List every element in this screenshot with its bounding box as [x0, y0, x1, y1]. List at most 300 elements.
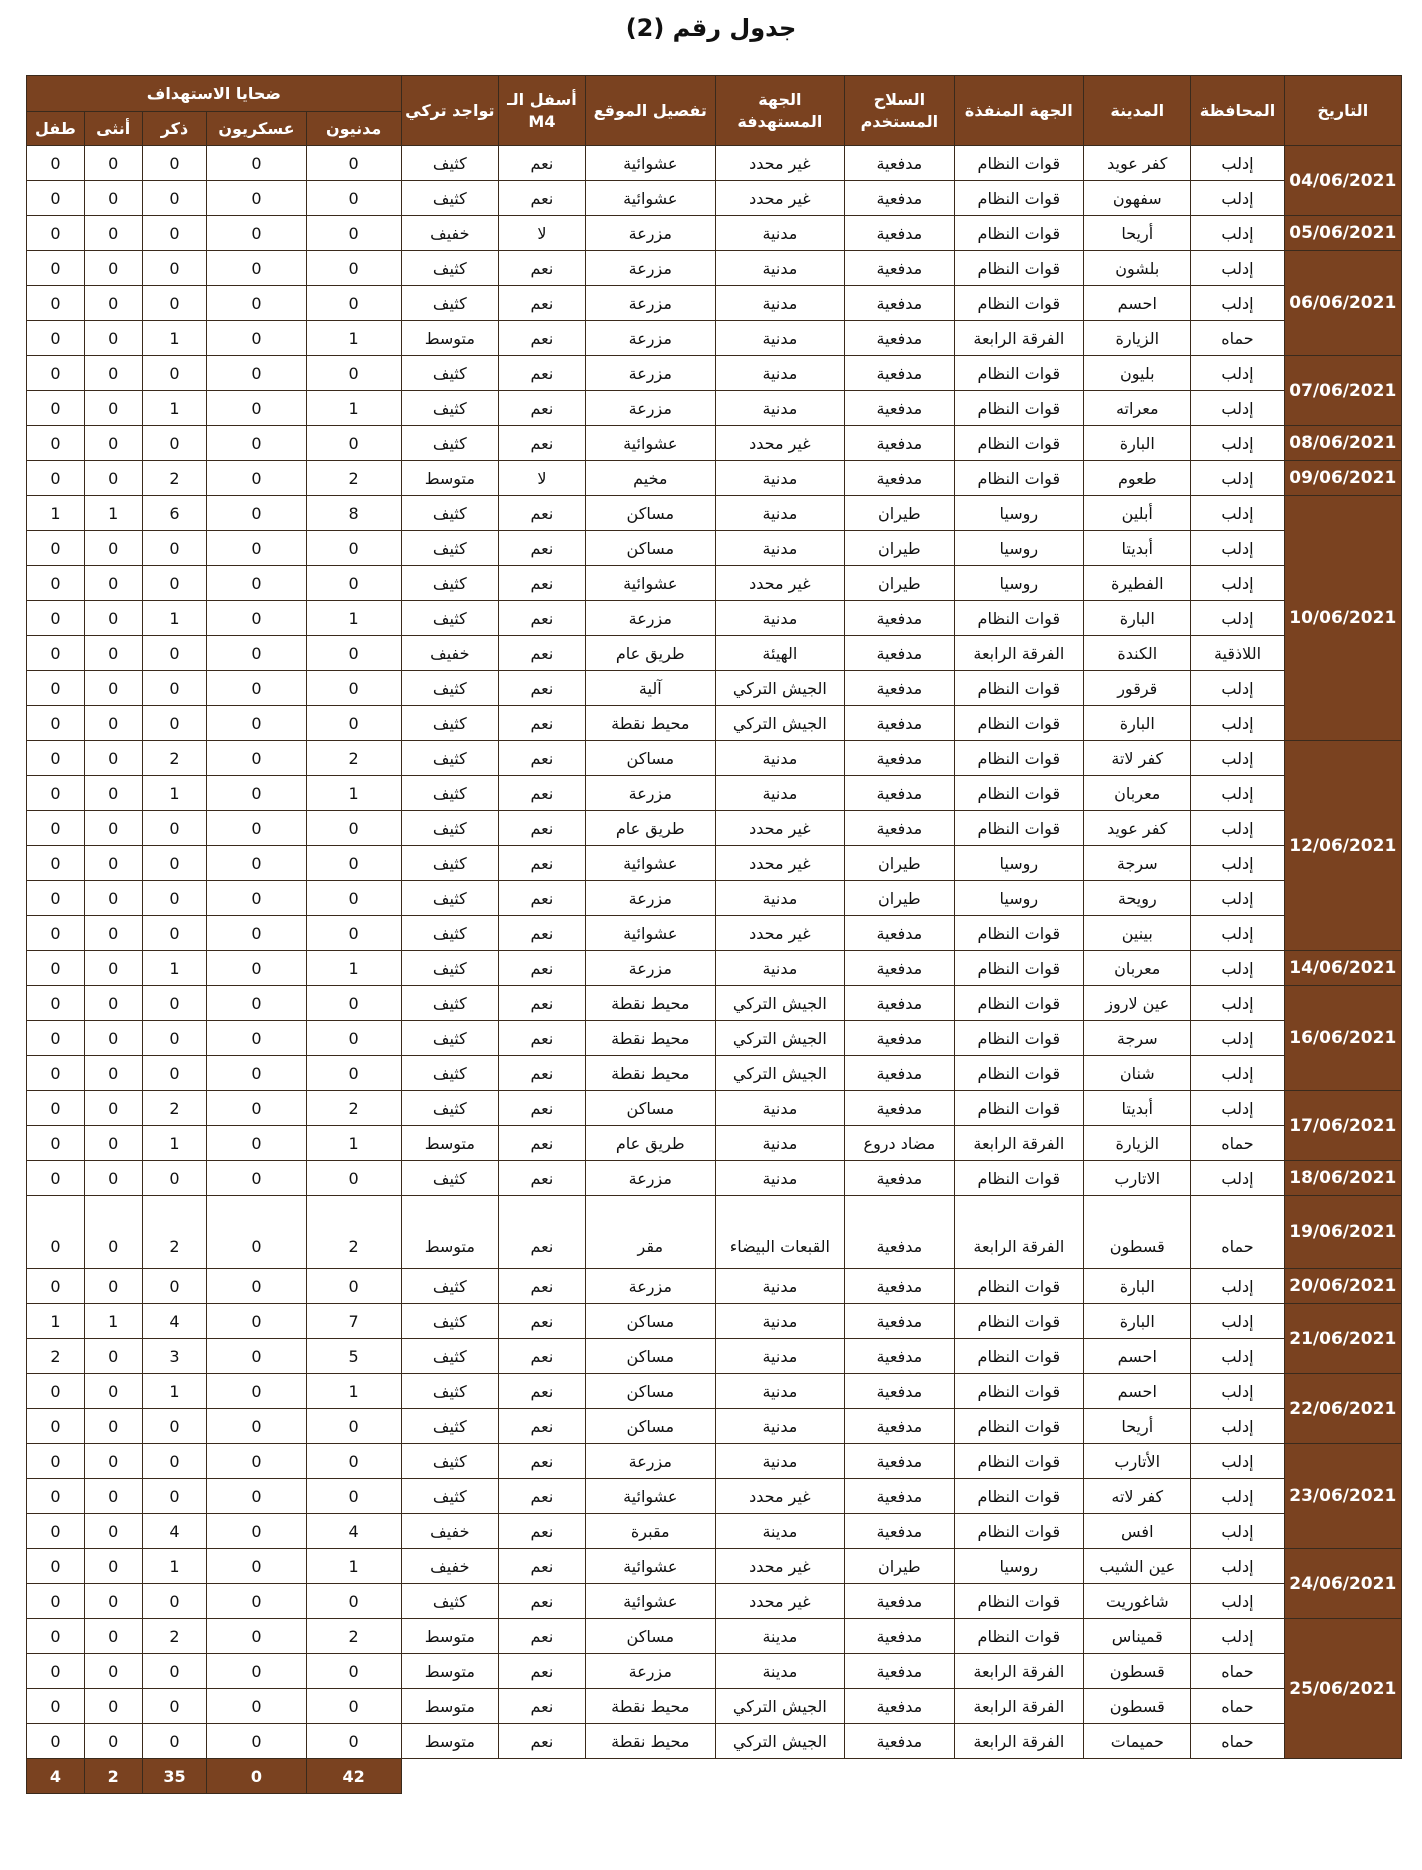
table-row	[27, 1514, 1402, 1549]
cell-child: 0	[27, 741, 85, 776]
table-row	[27, 1091, 1402, 1126]
cell-perpetrator: روسيا	[954, 846, 1084, 881]
cell-governorate: حماه	[1191, 1196, 1284, 1269]
cell-child: 0	[27, 951, 85, 986]
cell-civilians: 1	[306, 321, 401, 356]
cell-target: مدنية	[715, 1444, 845, 1479]
cell-weapon: طيران	[845, 1549, 954, 1584]
cell-male: 0	[142, 146, 207, 181]
cell-governorate: إدلب	[1191, 916, 1284, 951]
cell-child: 0	[27, 846, 85, 881]
table-row	[27, 951, 1402, 986]
cell-turkish: كثيف	[401, 1161, 498, 1196]
cell-civilians: 1	[306, 776, 401, 811]
cell-perpetrator: قوات النظام	[954, 776, 1084, 811]
cell-male: 0	[142, 1654, 207, 1689]
cell-date: 10/06/2021	[1284, 496, 1401, 741]
cell-weapon: مدفعية	[845, 671, 954, 706]
cell-female: 0	[84, 286, 142, 321]
cell-female: 0	[84, 1514, 142, 1549]
cell-military: 0	[207, 531, 306, 566]
cell-target: مدنية	[715, 1091, 845, 1126]
header-weapon: السلاح المستخدم	[845, 76, 954, 146]
cell-city: قرقور	[1084, 671, 1191, 706]
cell-target: مدنية	[715, 286, 845, 321]
cell-child: 0	[27, 1021, 85, 1056]
cell-civilians: 2	[306, 461, 401, 496]
cell-target: مدنية	[715, 251, 845, 286]
cell-governorate: إدلب	[1191, 741, 1284, 776]
table-row	[27, 811, 1402, 846]
cell-male: 1	[142, 1374, 207, 1409]
cell-turkish: كثيف	[401, 146, 498, 181]
cell-civilians: 0	[306, 1409, 401, 1444]
cell-turkish: كثيف	[401, 566, 498, 601]
cell-m4: نعم	[498, 636, 585, 671]
cell-female: 0	[84, 1654, 142, 1689]
cell-governorate: إدلب	[1191, 286, 1284, 321]
cell-female: 0	[84, 391, 142, 426]
cell-m4: نعم	[498, 916, 585, 951]
cell-target: الجيش التركي	[715, 1724, 845, 1759]
cell-site: محيط نقطة	[585, 1724, 715, 1759]
cell-site: مزرعة	[585, 951, 715, 986]
cell-site: محيط نقطة	[585, 986, 715, 1021]
cell-female: 0	[84, 1584, 142, 1619]
cell-child: 0	[27, 986, 85, 1021]
cell-target: مدنية	[715, 356, 845, 391]
cell-military: 0	[207, 741, 306, 776]
page-title: جدول رقم (2)	[625, 14, 797, 42]
cell-city: قسطون	[1084, 1654, 1191, 1689]
cell-target: غير محدد	[715, 1479, 845, 1514]
table-row	[27, 321, 1402, 356]
cell-target: مدنية	[715, 1409, 845, 1444]
cell-military: 0	[207, 1056, 306, 1091]
cell-child: 0	[27, 916, 85, 951]
cell-perpetrator: قوات النظام	[954, 1444, 1084, 1479]
cell-civilians: 8	[306, 496, 401, 531]
cell-governorate: إدلب	[1191, 216, 1284, 251]
cell-perpetrator: الفرقة الرابعة	[954, 636, 1084, 671]
cell-civilians: 0	[306, 846, 401, 881]
cell-site: مزرعة	[585, 1161, 715, 1196]
header-male: ذكر	[142, 112, 207, 146]
cell-target: غير محدد	[715, 181, 845, 216]
cell-male: 0	[142, 1269, 207, 1304]
cell-city: البارة	[1084, 426, 1191, 461]
cell-weapon: مدفعية	[845, 1056, 954, 1091]
cell-city: كفر عويد	[1084, 146, 1191, 181]
cell-governorate: إدلب	[1191, 986, 1284, 1021]
cell-target: مدنية	[715, 1374, 845, 1409]
cell-m4: نعم	[498, 986, 585, 1021]
cell-weapon: مدفعية	[845, 1269, 954, 1304]
cell-target: مدنية	[715, 601, 845, 636]
cell-site: مساكن	[585, 1091, 715, 1126]
cell-city: البارة	[1084, 706, 1191, 741]
cell-date: 21/06/2021	[1284, 1304, 1401, 1374]
cell-m4: نعم	[498, 1549, 585, 1584]
cell-perpetrator: قوات النظام	[954, 1479, 1084, 1514]
cell-weapon: مدفعية	[845, 1409, 954, 1444]
cell-child: 0	[27, 1654, 85, 1689]
cell-weapon: مدفعية	[845, 1339, 954, 1374]
table-row	[27, 216, 1402, 251]
cell-child: 0	[27, 1196, 85, 1269]
cell-female: 0	[84, 776, 142, 811]
cell-civilians: 0	[306, 671, 401, 706]
cell-perpetrator: قوات النظام	[954, 461, 1084, 496]
header-civilians: مدنيون	[306, 112, 401, 146]
cell-child: 0	[27, 636, 85, 671]
cell-weapon: مدفعية	[845, 286, 954, 321]
table-row	[27, 986, 1402, 1021]
cell-civilians: 0	[306, 1161, 401, 1196]
cell-female: 0	[84, 881, 142, 916]
cell-male: 6	[142, 496, 207, 531]
cell-civilians: 0	[306, 426, 401, 461]
cell-female: 0	[84, 1196, 142, 1269]
cell-perpetrator: قوات النظام	[954, 1584, 1084, 1619]
cell-site: مساكن	[585, 1409, 715, 1444]
cell-female: 0	[84, 1021, 142, 1056]
cell-m4: نعم	[498, 1374, 585, 1409]
cell-weapon: مدفعية	[845, 706, 954, 741]
cell-m4: نعم	[498, 146, 585, 181]
cell-m4: نعم	[498, 251, 585, 286]
cell-city: الكندة	[1084, 636, 1191, 671]
cell-perpetrator: روسيا	[954, 531, 1084, 566]
table-row	[27, 1654, 1402, 1689]
cell-military: 0	[207, 1514, 306, 1549]
cell-perpetrator: قوات النظام	[954, 706, 1084, 741]
cell-city: الفطيرة	[1084, 566, 1191, 601]
cell-military: 0	[207, 1374, 306, 1409]
cell-governorate: إدلب	[1191, 1619, 1284, 1654]
cell-city: البارة	[1084, 1304, 1191, 1339]
cell-site: طريق عام	[585, 1126, 715, 1161]
cell-military: 0	[207, 1619, 306, 1654]
cell-perpetrator: قوات النظام	[954, 1021, 1084, 1056]
cell-turkish: كثيف	[401, 181, 498, 216]
cell-target: مدنية	[715, 1161, 845, 1196]
cell-military: 0	[207, 146, 306, 181]
cell-perpetrator: قوات النظام	[954, 951, 1084, 986]
cell-civilians: 0	[306, 916, 401, 951]
cell-site: مساكن	[585, 496, 715, 531]
cell-male: 1	[142, 1549, 207, 1584]
cell-civilians: 0	[306, 531, 401, 566]
cell-city: احسم	[1084, 1339, 1191, 1374]
table-row	[27, 1409, 1402, 1444]
cell-site: محيط نقطة	[585, 706, 715, 741]
cell-m4: نعم	[498, 1021, 585, 1056]
cell-perpetrator: قوات النظام	[954, 1161, 1084, 1196]
cell-target: القبعات البيضاء	[715, 1196, 845, 1269]
cell-female: 0	[84, 706, 142, 741]
cell-date: 18/06/2021	[1284, 1161, 1401, 1196]
table-row	[27, 1056, 1402, 1091]
cell-civilians: 1	[306, 951, 401, 986]
cell-male: 0	[142, 426, 207, 461]
cell-male: 1	[142, 951, 207, 986]
cell-m4: نعم	[498, 1091, 585, 1126]
cell-military: 0	[207, 321, 306, 356]
cell-civilians: 7	[306, 1304, 401, 1339]
cell-city: أبديتا	[1084, 1091, 1191, 1126]
cell-site: مزرعة	[585, 1654, 715, 1689]
cell-civilians: 0	[306, 1021, 401, 1056]
cell-male: 1	[142, 1126, 207, 1161]
cell-turkish: كثيف	[401, 601, 498, 636]
total-child: 4	[27, 1759, 85, 1794]
cell-male: 0	[142, 811, 207, 846]
cell-governorate: حماه	[1191, 321, 1284, 356]
cell-turkish: كثيف	[401, 951, 498, 986]
cell-city: سرجة	[1084, 846, 1191, 881]
cell-male: 4	[142, 1514, 207, 1549]
cell-turkish: كثيف	[401, 986, 498, 1021]
cell-weapon: مدفعية	[845, 741, 954, 776]
cell-turkish: كثيف	[401, 1339, 498, 1374]
cell-military: 0	[207, 1269, 306, 1304]
cell-military: 0	[207, 181, 306, 216]
cell-date: 16/06/2021	[1284, 986, 1401, 1091]
cell-military: 0	[207, 1196, 306, 1269]
cell-female: 0	[84, 601, 142, 636]
cell-perpetrator: قوات النظام	[954, 426, 1084, 461]
cell-date: 19/06/2021	[1284, 1196, 1401, 1269]
cell-civilians: 0	[306, 1689, 401, 1724]
cell-governorate: إدلب	[1191, 531, 1284, 566]
cell-m4: نعم	[498, 601, 585, 636]
cell-city: معربان	[1084, 776, 1191, 811]
cell-male: 0	[142, 881, 207, 916]
cell-perpetrator: قوات النظام	[954, 1409, 1084, 1444]
cell-male: 1	[142, 601, 207, 636]
cell-site: مساكن	[585, 1374, 715, 1409]
cell-child: 0	[27, 286, 85, 321]
cell-weapon: طيران	[845, 881, 954, 916]
cell-site: مساكن	[585, 1339, 715, 1374]
cell-weapon: مدفعية	[845, 1444, 954, 1479]
cell-civilians: 0	[306, 1724, 401, 1759]
cell-child: 1	[27, 1304, 85, 1339]
cell-site: مساكن	[585, 1619, 715, 1654]
cell-male: 0	[142, 1056, 207, 1091]
cell-governorate: إدلب	[1191, 496, 1284, 531]
cell-male: 0	[142, 566, 207, 601]
cell-weapon: مدفعية	[845, 321, 954, 356]
cell-civilians: 0	[306, 1654, 401, 1689]
cell-site: عشوائية	[585, 916, 715, 951]
cell-city: كفر لاتة	[1084, 741, 1191, 776]
cell-city: رويحة	[1084, 881, 1191, 916]
cell-m4: نعم	[498, 1654, 585, 1689]
total-civilians: 42	[306, 1759, 401, 1794]
cell-date: 07/06/2021	[1284, 356, 1401, 426]
cell-target: مدنية	[715, 461, 845, 496]
header-city: المدينة	[1084, 76, 1191, 146]
cell-military: 0	[207, 1339, 306, 1374]
cell-m4: نعم	[498, 776, 585, 811]
cell-target: غير محدد	[715, 1549, 845, 1584]
cell-site: مزرعة	[585, 251, 715, 286]
cell-m4: نعم	[498, 846, 585, 881]
cell-weapon: مدفعية	[845, 1479, 954, 1514]
cell-female: 0	[84, 1549, 142, 1584]
cell-date: 04/06/2021	[1284, 146, 1401, 216]
cell-target: مدنية	[715, 1269, 845, 1304]
table-row	[27, 286, 1402, 321]
cell-governorate: حماه	[1191, 1126, 1284, 1161]
cell-turkish: خفيف	[401, 1549, 498, 1584]
cell-female: 0	[84, 1269, 142, 1304]
cell-turkish: كثيف	[401, 1021, 498, 1056]
cell-governorate: حماه	[1191, 1724, 1284, 1759]
cell-male: 0	[142, 916, 207, 951]
cell-civilians: 0	[306, 181, 401, 216]
cell-m4: نعم	[498, 706, 585, 741]
cell-city: بلشون	[1084, 251, 1191, 286]
cell-female: 1	[84, 1304, 142, 1339]
cell-weapon: مدفعية	[845, 1654, 954, 1689]
cell-m4: نعم	[498, 391, 585, 426]
cell-m4: نعم	[498, 1126, 585, 1161]
cell-turkish: كثيف	[401, 251, 498, 286]
cell-military: 0	[207, 426, 306, 461]
cell-city: شاغوريت	[1084, 1584, 1191, 1619]
cell-weapon: مدفعية	[845, 916, 954, 951]
cell-target: الجيش التركي	[715, 1021, 845, 1056]
cell-perpetrator: قوات النظام	[954, 286, 1084, 321]
cell-female: 0	[84, 1689, 142, 1724]
cell-male: 2	[142, 1196, 207, 1269]
cell-weapon: مضاد دروع	[845, 1126, 954, 1161]
cell-m4: نعم	[498, 1619, 585, 1654]
cell-child: 0	[27, 1056, 85, 1091]
cell-governorate: إدلب	[1191, 1584, 1284, 1619]
cell-female: 0	[84, 356, 142, 391]
table-body	[27, 146, 1402, 1759]
cell-female: 0	[84, 1056, 142, 1091]
cell-city: عين لاروز	[1084, 986, 1191, 1021]
cell-military: 0	[207, 881, 306, 916]
cell-turkish: كثيف	[401, 531, 498, 566]
cell-site: مزرعة	[585, 321, 715, 356]
total-female: 2	[84, 1759, 142, 1794]
cell-perpetrator: قوات النظام	[954, 986, 1084, 1021]
cell-child: 1	[27, 496, 85, 531]
cell-m4: نعم	[498, 881, 585, 916]
cell-site: عشوائية	[585, 1479, 715, 1514]
cell-city: بينين	[1084, 916, 1191, 951]
cell-turkish: كثيف	[401, 1304, 498, 1339]
table-row	[27, 1724, 1402, 1759]
cell-m4: نعم	[498, 531, 585, 566]
cell-child: 2	[27, 1339, 85, 1374]
table-row	[27, 776, 1402, 811]
cell-child: 0	[27, 671, 85, 706]
cell-target: الجيش التركي	[715, 1056, 845, 1091]
cell-military: 0	[207, 1409, 306, 1444]
cell-male: 0	[142, 986, 207, 1021]
cell-target: غير محدد	[715, 916, 845, 951]
cell-perpetrator: الفرقة الرابعة	[954, 1126, 1084, 1161]
cell-child: 0	[27, 1269, 85, 1304]
cell-target: غير محدد	[715, 811, 845, 846]
cell-target: مدنية	[715, 1339, 845, 1374]
cell-governorate: اللاذقية	[1191, 636, 1284, 671]
cell-military: 0	[207, 1304, 306, 1339]
cell-site: عشوائية	[585, 426, 715, 461]
cell-turkish: كثيف	[401, 1409, 498, 1444]
cell-site: مزرعة	[585, 601, 715, 636]
cell-male: 0	[142, 671, 207, 706]
cell-turkish: كثيف	[401, 671, 498, 706]
cell-date: 05/06/2021	[1284, 216, 1401, 251]
cell-date: 17/06/2021	[1284, 1091, 1401, 1161]
cell-civilians: 0	[306, 356, 401, 391]
cell-weapon: مدفعية	[845, 601, 954, 636]
table-row	[27, 706, 1402, 741]
cell-male: 0	[142, 706, 207, 741]
cell-weapon: مدفعية	[845, 1304, 954, 1339]
cell-child: 0	[27, 146, 85, 181]
cell-female: 0	[84, 251, 142, 286]
cell-male: 0	[142, 1584, 207, 1619]
cell-military: 0	[207, 461, 306, 496]
table-row	[27, 181, 1402, 216]
cell-governorate: إدلب	[1191, 1304, 1284, 1339]
cell-perpetrator: قوات النظام	[954, 216, 1084, 251]
table-row	[27, 1444, 1402, 1479]
cell-city: الزيارة	[1084, 321, 1191, 356]
cell-turkish: متوسط	[401, 1654, 498, 1689]
cell-perpetrator: قوات النظام	[954, 1619, 1084, 1654]
cell-city: شنان	[1084, 1056, 1191, 1091]
cell-weapon: مدفعية	[845, 951, 954, 986]
cell-weapon: مدفعية	[845, 1196, 954, 1269]
cell-site: عشوائية	[585, 1584, 715, 1619]
cell-civilians: 0	[306, 1444, 401, 1479]
cell-child: 0	[27, 1091, 85, 1126]
cell-weapon: طيران	[845, 531, 954, 566]
cell-military: 0	[207, 1444, 306, 1479]
cell-perpetrator: قوات النظام	[954, 356, 1084, 391]
cell-city: أبلين	[1084, 496, 1191, 531]
cell-target: غير محدد	[715, 846, 845, 881]
cell-city: الأتارب	[1084, 1444, 1191, 1479]
cell-city: سفهون	[1084, 181, 1191, 216]
cell-weapon: مدفعية	[845, 776, 954, 811]
cell-male: 0	[142, 1021, 207, 1056]
cell-turkish: خفيف	[401, 1514, 498, 1549]
cell-governorate: إدلب	[1191, 566, 1284, 601]
cell-military: 0	[207, 1654, 306, 1689]
cell-civilians: 0	[306, 986, 401, 1021]
cell-child: 0	[27, 1724, 85, 1759]
cell-target: مدنية	[715, 1304, 845, 1339]
cell-m4: نعم	[498, 1409, 585, 1444]
cell-target: غير محدد	[715, 146, 845, 181]
cell-site: طريق عام	[585, 636, 715, 671]
cell-city: كفر عويد	[1084, 811, 1191, 846]
cell-male: 2	[142, 741, 207, 776]
cell-child: 0	[27, 1126, 85, 1161]
cell-m4: نعم	[498, 286, 585, 321]
